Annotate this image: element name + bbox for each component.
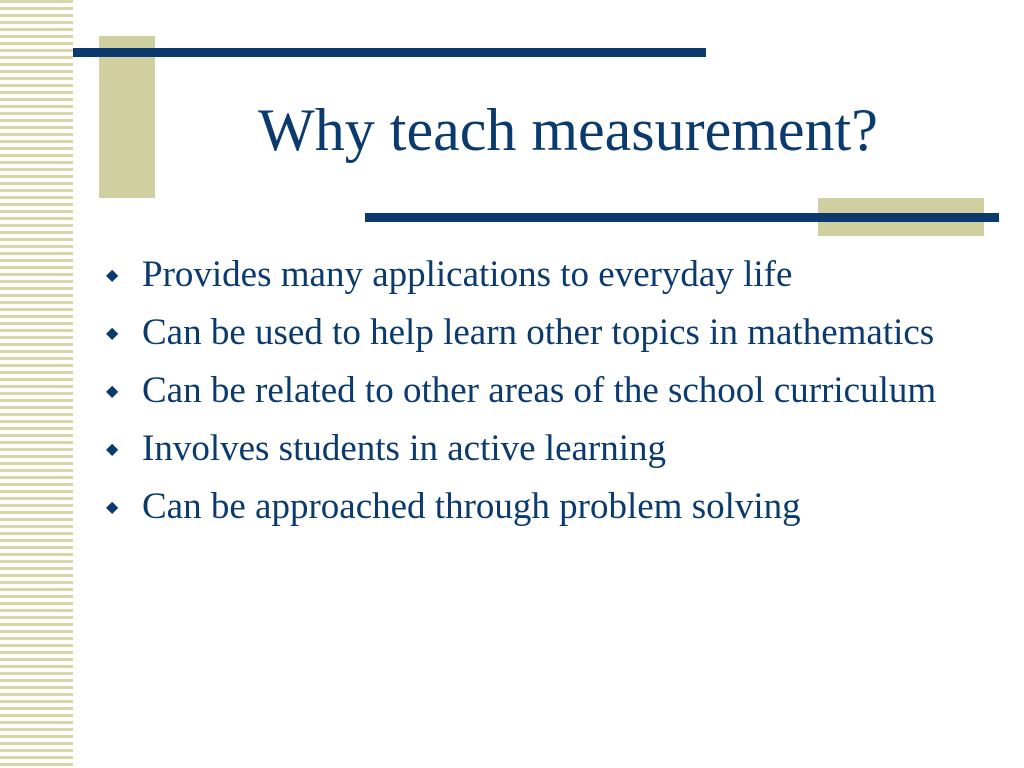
- bullet-text: Can be approached through problem solving: [142, 486, 801, 527]
- slide-title: Why teach measurement?: [258, 97, 878, 163]
- decorative-stripes: [0, 0, 73, 768]
- diamond-bullet-icon: ◆: [106, 439, 119, 458]
- bullet-text: Provides many applications to everyday life: [142, 254, 793, 295]
- diamond-bullet-icon: ◆: [106, 381, 119, 400]
- bullet-item: [104, 252, 1004, 298]
- bullet-list: [104, 252, 1004, 542]
- bullet-item: [104, 426, 1004, 472]
- bullet-text: Can be related to other areas of the school curriculum: [142, 370, 937, 411]
- title-rule-top: [73, 48, 706, 57]
- bullet-text: Can be used to help learn other topics in mathematics: [142, 312, 935, 353]
- diamond-bullet-icon: ◆: [106, 323, 119, 342]
- bullet-text: Involves students in active learning: [142, 428, 667, 469]
- bullet-item: [104, 310, 1004, 356]
- accent-block-top: [99, 36, 155, 198]
- title-rule-bottom: [365, 213, 999, 222]
- diamond-bullet-icon: ◆: [106, 497, 119, 516]
- bullet-item: [104, 368, 1004, 414]
- bullet-item: [104, 484, 1004, 530]
- diamond-bullet-icon: ◆: [106, 265, 119, 284]
